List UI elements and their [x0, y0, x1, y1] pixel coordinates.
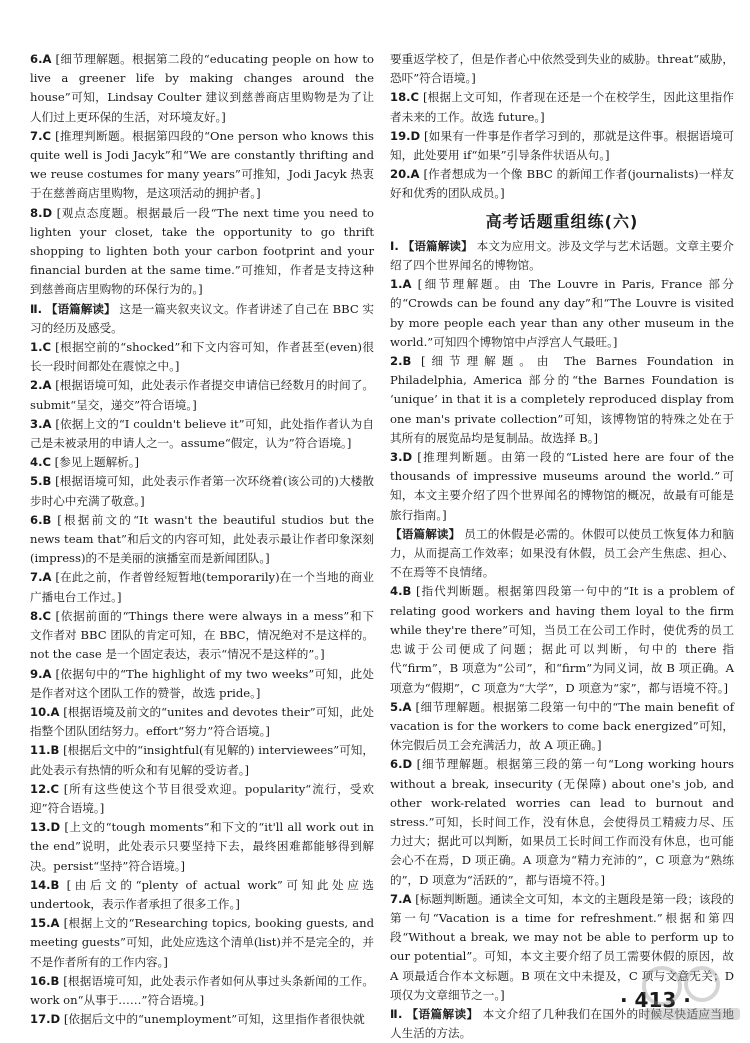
answer-number: 18.C	[390, 90, 420, 105]
answer-text: [根据空前的“shocked”和下文内容可知，作者甚至(even)很长一段时间都处在震惊之中。]	[30, 340, 374, 374]
answer-text: [依据前面的“Things there were always in a mess”和下文作者对 BBC 团队的肯定可知，在 BBC，情况绝对不是这样的。not the case 是一个固定表达，表示“情况不是这样的”。]	[30, 608, 374, 662]
answer-number: 3.D	[390, 450, 413, 465]
answer-text: [细节理解题。根据第三段的第一句“Long working hours without a break, insecurity (无保障) about one's job, and other work-related worries can lead to burnout and stress.”可知，长时间工作，没有休息，会使得员工精疲力尽、压力过大；据此可以判断，如果员工长时间工作而没有休息，也可能会心不在焉，D 项正确。A 项意为“精力充沛的”，C 项意为“熟练的”，D 项意为“活跃的”，都与语境不符。]	[390, 757, 734, 887]
answer-text: [根据语境及前文的“unites and devotes their”可知，此处指整个团队团结努力。effort“努力”符合语境。]	[30, 704, 375, 739]
answer-number: 6.B	[30, 512, 52, 527]
answer-number: 15.A	[30, 916, 60, 931]
answer-text: 本文介绍了几种我们在国外的时候尽快适应当地人生活的方法。	[390, 1006, 735, 1041]
answer-number: 4.B	[390, 584, 412, 599]
answer-text: [依据句中的“The highlight of my two weeks”可知，此处是作者对这个团队工作的赞誉，故选 pride。]	[30, 666, 374, 700]
right-column-top	[390, 50, 734, 204]
answer-number: 9.A	[30, 666, 52, 681]
answer-item	[390, 237, 734, 275]
answer-text: [根据后文中的“insightful(有见解的) interviewees”可知，此处表示有热情的听众和有见解的受访者。]	[30, 743, 374, 777]
answer-text: [所有这些使这个节目很受欢迎。popularity“流行，受欢迎”符合语境。]	[30, 781, 375, 815]
answer-item	[390, 755, 734, 889]
answer-number: 6.D	[390, 757, 413, 772]
passage-tag: 【语篇解读】	[45, 301, 116, 316]
answer-number: 12.C	[30, 781, 60, 796]
answer-item	[390, 448, 734, 525]
watermark-logo	[640, 962, 745, 1024]
answer-text: [根据上文的“Researching topics, booking guests, and meeting guests”可知，此处应选这个清单(list)并不是完全的，并不是作者所有的工作内容。]	[30, 916, 374, 969]
answer-number: 10.A	[30, 704, 60, 719]
answer-item	[30, 338, 374, 376]
answer-number: 17.D	[30, 1012, 61, 1027]
answer-text: [根据上文可知，作者现在还是一个在校学生，因此这里指作者未来的工作。故选 future。]	[390, 90, 735, 124]
left-column	[30, 50, 374, 1029]
answer-text: [细节理解题。由 The Louvre in Paris, France 部分的“Crowds can be found any day”和“The Louvre is visited by more people each year than any other museum in the world.”可知四个博物馆中卢浮宫人气最旺。]	[390, 277, 734, 349]
answer-number: 20.A	[390, 167, 420, 182]
answer-number: 6.A	[30, 52, 52, 66]
answer-item	[30, 472, 374, 510]
answer-number: 7.A	[30, 570, 52, 585]
answer-text: [细节理解题。根据第二段第一句中的“The main benefit of vacation is for the workers to come back energized”可知，休完假后员工会充满活力，故 A 项正确。]	[390, 699, 734, 753]
answer-number: 5.A	[390, 699, 412, 714]
section-heading: 高考话题重组练(六)	[485, 211, 639, 231]
answer-number: Ⅰ.	[390, 238, 399, 253]
answer-text: [标题判断题。通读全文可知，本文的主题段是第一段；该段的第一句“Vacation is a time for refreshment.”根据和第四段“Without a break, we may not be able to perform up to our potential”。可知，本文主要介绍了员工需要休假的原因，故 A 项最适合作本文标题。B 项在文中未提及，C 项与文意无关；D 项仅为文章细节之一。]	[390, 891, 734, 1002]
answer-text: 本文为应用文。涉及文学与艺术话题。文章主要介绍了四个世界闻名的博物馆。	[390, 238, 734, 273]
answer-text: [推理判断题。由第一段的“Listed here are four of the thousands of impressive museums around the world.”可知，本文主要介绍了四个世界闻名的博物馆的概况，故最有可能是旅行指南。]	[390, 450, 735, 522]
answer-number: 5.B	[30, 474, 52, 489]
passage-tag: 【语篇解读】	[406, 1006, 479, 1021]
answer-text: [指代判断题。根据第四段第一句中的“It is a problem of relating good workers and having them loyal to the firm while they're there”可知，当员工在公司工作时，使优秀的员工忠诚于公司便成了问题；据此可以判断，句中的 there 指代“firm”，B 项意为“公司”，和“firm”为同义词，故 B 项正确。A 项意为“假期”，C 项意为“大学”，D 项意为“家”，都与语境不符。]	[390, 584, 734, 695]
answer-text: [依据后文中的“unemployment”可知，这里指作者很快就	[63, 1012, 365, 1027]
page-number: · 413 ·	[620, 988, 691, 1012]
answer-item	[30, 607, 374, 665]
answer-text: 员工的休假是必需的。休假可以使员工恢复体力和脑力，从而提高工作效率；如果没有休假，员工会产生焦虑、担心、不在焉等不良情绪。	[390, 526, 734, 580]
answer-item	[390, 525, 734, 583]
answer-text: [如果有一件事是作者学习到的，那就是这件事。根据语境可知，此处要用 if“如果”引导条件状语从句。]	[390, 128, 734, 163]
answer-item	[390, 50, 734, 88]
answer-item	[30, 914, 374, 972]
answer-item	[30, 665, 374, 703]
answer-number: 7.C	[30, 128, 51, 143]
passage-tag: 【语篇解读】	[390, 526, 461, 541]
answer-item	[30, 703, 374, 741]
answer-text: [根据前文的“It wasn't the beautiful studios but the news team that”和后文的内容可知，此处表示最让作者印象深刻(impress)的不是美丽的演播室而是新闻团队。]	[30, 512, 374, 566]
answer-item	[30, 50, 374, 127]
answer-item	[30, 1010, 374, 1029]
right-column	[390, 50, 734, 1043]
answer-text: [参见上题解析。]	[54, 455, 140, 470]
answer-item	[30, 300, 374, 338]
answer-item	[30, 780, 374, 818]
answer-item	[30, 511, 374, 569]
answer-text: [由后文的“plenty of actual work”可知此处应选 undertook，表示作者承担了很多工作。]	[30, 877, 375, 911]
answer-item	[30, 741, 374, 779]
passage-tag: 【语篇解读】	[402, 238, 473, 253]
answer-text: [在此之前，作者曾经短暂地(temporarily)在一个当地的商业广播电台工作过。]	[30, 570, 375, 604]
answer-text: [作者想成为一个像 BBC 的新闻工作者(journalists)一样友好和优秀的团队成员。]	[390, 167, 734, 201]
answer-text: [观点态度题。根据最后一段“The next time you need to lighten your closet, take the opportunity to go thrift shopping to lighten both your carbon footprint and your financial burden at the same time.”可推知，作者是支持这种到慈善商店里购物的环保行为的。]	[30, 205, 374, 297]
answer-item	[390, 127, 734, 165]
answer-text: [细节理解题。根据第二段的“educating people on how to live a greener life by making changes around the house”可知，Lindsay Coulter 建议到慈善商店里购物是为了让人们过上更环保的生活，对环境友好。]	[30, 52, 374, 124]
answer-text: [上文的“tough moments”和下文的“it'll all work out in the end”说明，此处表示只要坚持下去，最终困难都能够得到解决。persist“坚持”符合语境。]	[30, 820, 374, 873]
answer-text: [细节理解题。由 The Barnes Foundation in Philadelphia, America 部分的“the Barnes Foundation is ‘unique’ in that it is a completely reproduced display from one man's private collection”可知，该博物馆的特殊之处在于其所有的展览品均是复制品。故选择 B。]	[390, 354, 734, 445]
answer-number: 7.A	[390, 891, 412, 906]
answer-number: Ⅱ.	[30, 301, 43, 316]
answer-number: 11.B	[30, 743, 60, 758]
answer-number: 3.A	[30, 416, 52, 431]
answer-item	[30, 127, 374, 204]
answer-number: 14.B	[30, 877, 60, 892]
answer-item	[390, 275, 734, 352]
answer-item	[30, 453, 374, 472]
right-column-bottom	[390, 237, 734, 1043]
answer-number: 2.B	[390, 354, 412, 369]
answer-item	[30, 415, 374, 453]
answer-item	[30, 204, 374, 300]
answer-item	[390, 698, 734, 756]
answer-number: 8.C	[30, 608, 51, 623]
answer-text: 这是一篇夹叙夹议文。作者讲述了自己在 BBC 实习的经历及感受。	[30, 301, 375, 335]
answer-text: [推理判断题。根据第四段的“One person who knows this quite well is Jodi Jacyk”和“We are constantly thrifting and we reuse costumes for many years”可推知，Jodi Jacyk 热衷于在慈善商店里购物，是这项活动的拥护者。]	[30, 128, 375, 201]
answer-item	[390, 88, 734, 126]
answer-number: 13.D	[30, 820, 61, 835]
answer-text: [根据语境可知，此处表示作者提交申请信已经数月的时间了。submit“呈交，递交”符合语境。]	[30, 378, 374, 412]
answer-text: [根据语境可知，此处表示作者如何从事过头条新闻的工作。work on“从事于……”符合语境。]	[30, 973, 374, 1007]
answer-number: 16.B	[30, 973, 60, 988]
answer-number: 4.C	[30, 455, 51, 470]
answer-item	[30, 876, 374, 914]
answer-item	[390, 582, 734, 697]
answer-number: 1.C	[30, 340, 51, 355]
answer-text: [根据语境可知，此处表示作者第一次环绕着(该公司的)大楼散步时心中充满了敬意。]	[30, 474, 374, 508]
answer-number: 19.D	[390, 128, 421, 143]
answer-item	[30, 568, 374, 606]
answer-item	[390, 352, 734, 448]
answer-number: 8.D	[30, 205, 53, 220]
answer-item	[390, 165, 734, 203]
answer-item	[30, 818, 374, 876]
answer-number: Ⅱ.	[390, 1006, 403, 1021]
answer-text: 要重返学校了，但是作者心中依然受到失业的威胁。threat“威胁，恐吓”符合语境。]	[390, 52, 734, 86]
answer-number: 2.A	[30, 378, 52, 393]
answer-text: [依据上文的“I couldn't believe it”可知，此处指作者认为自己是未被录用的申请人之一。assume“假定，认为”符合语境。]	[30, 416, 374, 451]
answer-item	[30, 972, 374, 1010]
answer-number: 1.A	[390, 277, 412, 292]
answer-item	[30, 376, 374, 414]
